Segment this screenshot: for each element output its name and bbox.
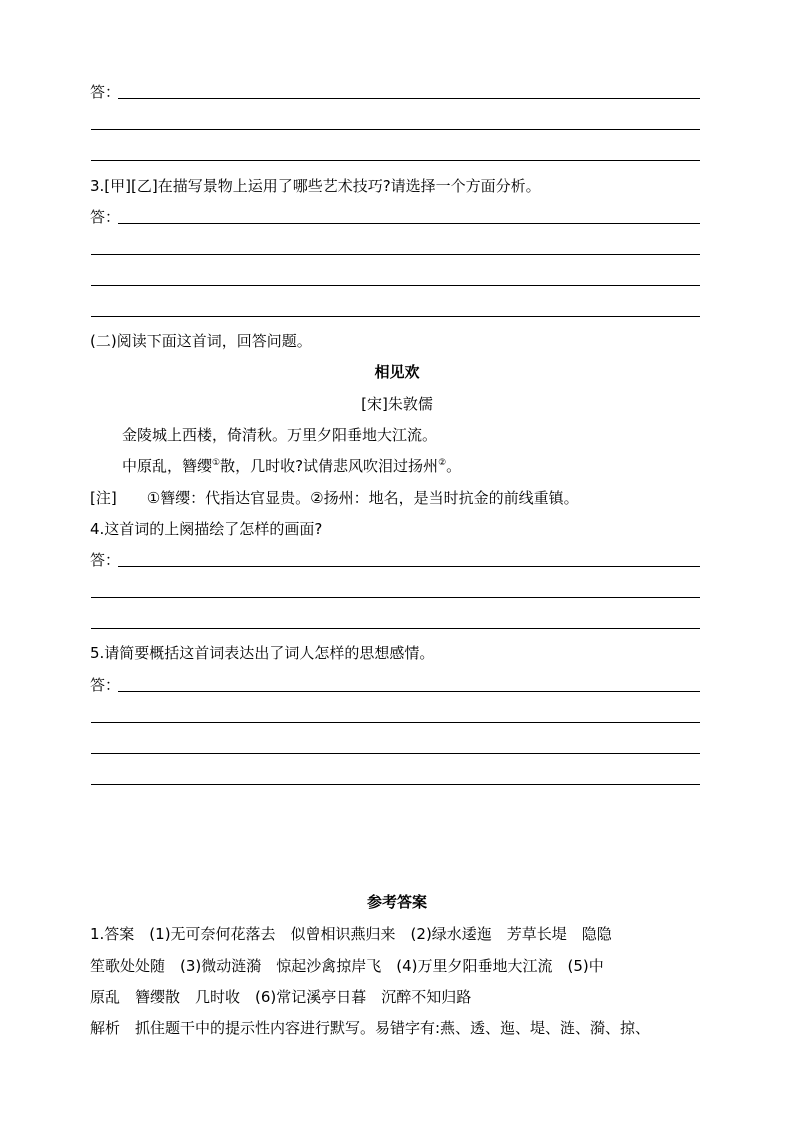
footnote-marker: ① bbox=[212, 458, 221, 468]
answers-row-4: 解析 抓住题干中的提示性内容进行默写。易错字有:燕、透、迤、堤、涟、漪、掠、 bbox=[90, 1019, 651, 1037]
answer-label: 答： bbox=[90, 83, 121, 101]
poem-line-1: 金陵城上西楼，倚清秋。万里夕阳垂地大江流。 bbox=[122, 426, 438, 444]
answer-line[interactable] bbox=[118, 223, 700, 224]
answer-line[interactable] bbox=[91, 784, 700, 785]
answer-line[interactable] bbox=[91, 597, 700, 598]
poem-author: [宋]朱敦儒 bbox=[361, 395, 433, 413]
answer-line[interactable] bbox=[91, 722, 700, 723]
answer-line[interactable] bbox=[118, 98, 700, 99]
answer-line[interactable] bbox=[118, 566, 700, 567]
answer-line[interactable] bbox=[91, 160, 700, 161]
question-4: 4.这首词的上阕描绘了怎样的画面? bbox=[90, 520, 323, 538]
section-intro: (二)阅读下面这首词，回答问题。 bbox=[90, 332, 312, 350]
poem-title: 相见欢 bbox=[374, 363, 420, 381]
answer-line[interactable] bbox=[91, 254, 700, 255]
poem-line-2 bbox=[122, 456, 461, 476]
answer-label: 答： bbox=[90, 676, 121, 694]
answer-line[interactable] bbox=[91, 316, 700, 317]
answer-line[interactable] bbox=[91, 753, 700, 754]
answers-row-1: 1.答案 (1)无可奈何花落去 似曾相识燕归来 (2)绿水逶迤 芳草长堤 隐隐 bbox=[90, 925, 612, 943]
answers-heading: 参考答案 bbox=[366, 893, 427, 911]
question-5: 5.请简要概括这首词表达出了词人怎样的思想感情。 bbox=[90, 644, 435, 662]
note-label: [注] bbox=[90, 489, 117, 507]
answer-line[interactable] bbox=[91, 628, 700, 629]
poem-line-2-part-b: 散，几时收?试倩悲风吹泪过扬州 bbox=[220, 457, 439, 475]
question-3: 3.[甲][乙]在描写景物上运用了哪些艺术技巧?请选择一个方面分析。 bbox=[90, 177, 541, 195]
answer-label: 答： bbox=[90, 551, 121, 569]
answer-line[interactable] bbox=[91, 129, 700, 130]
answer-line[interactable] bbox=[91, 285, 700, 286]
answer-line[interactable] bbox=[118, 691, 700, 692]
footnote-marker: ② bbox=[438, 458, 447, 468]
note-text: ①簪缨：代指达官显贵。②扬州：地名，是当时抗金的前线重镇。 bbox=[146, 489, 579, 507]
answers-row-3: 原乱 簪缨散 几时收 (6)常记溪亭日暮 沉醉不知归路 bbox=[90, 988, 472, 1006]
answers-row-2: 笙歌处处随 (3)微动涟漪 惊起沙禽掠岸飞 (4)万里夕阳垂地大江流 (5)中 bbox=[90, 957, 604, 975]
note bbox=[90, 488, 579, 508]
answer-label: 答： bbox=[90, 208, 121, 226]
poem-line-2-part-a: 中原乱，簪缨 bbox=[122, 457, 213, 475]
poem-line-2-part-c: 。 bbox=[446, 457, 462, 475]
